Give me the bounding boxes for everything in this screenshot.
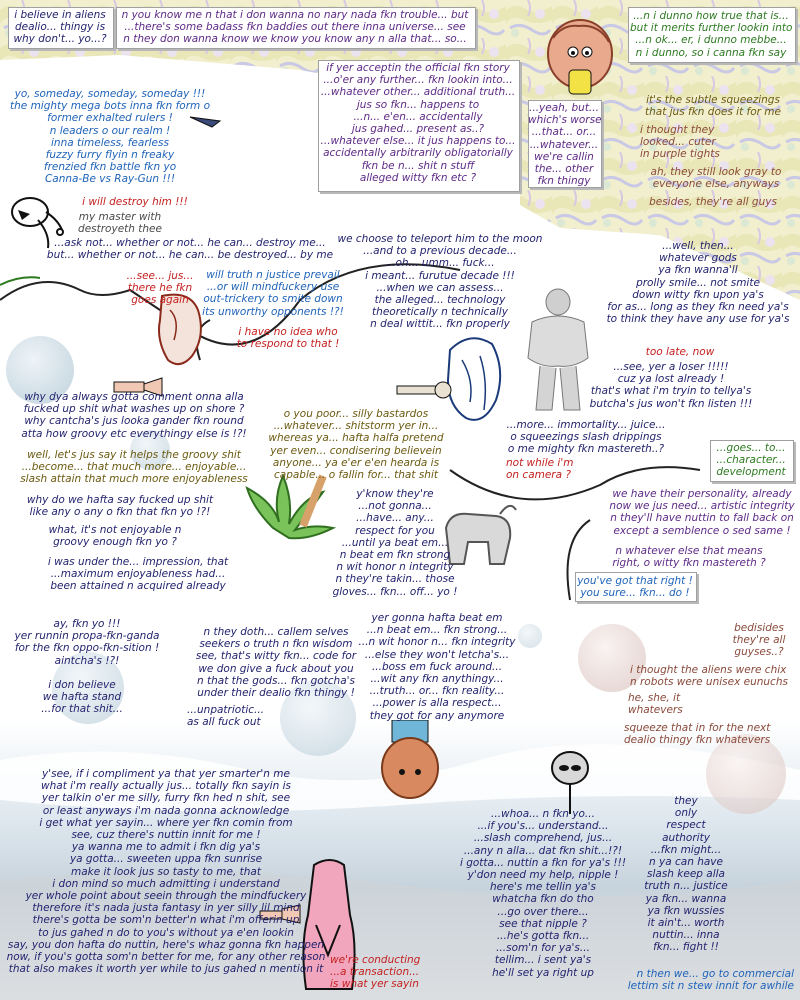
dialogue-compliment: y'see, if i compliment ya that yer smarter'n me what i'm really actually jus... totally fkn sayin is yer talkin o'er me silly, furry fkn hed n shit, see or least anyways i'm nada gonna acknowledge i get what yer sayin... where yer fkn comin from see, cuz there's nuttin innit for me ! ya wanna me to admit i fkn dig ya's ya gotta... sweeten uppa fkn sunrise make it look jus so tasty to me, that i don mind so much admitting i understand yer whole point about seein through the mindfuckery therefore it's nada justa fantasy in yer silly lil mind there's gotta be som'n better'n what i'm offerin up to jus gahed n do to you's without ya e'en lookin say, you don hafta do nuttin, here's whaz gonna fkn happen now, if you's gotta som'n better for me, for any other reason that also makes it worth yer while to jus gahed n mention it bbox=[6, 768, 326, 976]
dialogue-aliens: i believe in aliens dealio... thingy is why don't... yo...? bbox=[13, 9, 107, 46]
dialogue-cuter: i thought they looked... cuter in purple tights bbox=[640, 124, 720, 161]
dialogue-seejus: ...see... jus... there he fkn goes again bbox=[126, 270, 194, 307]
dialogue-wellthen: ...well, then... whatever gods ya fkn wanna'll prolly smile... not smite down witty fkn upon ya's for as... long as they fkn need ya's to think they have any use for ya's bbox=[606, 240, 790, 326]
dialogue-gotthat: you've got that right ! you sure... fkn... do ! bbox=[577, 575, 693, 600]
dialogue-aypropa: ay, fkn yo !!! yer runnin propa-fkn-ganda for the fkn oppo-fkn-sition ! aintcha's !?! bbox=[14, 618, 160, 667]
dialogue-bedisides: bedisides they're all guyses..? bbox=[732, 622, 786, 659]
dialogue-theyonly: they only respect authority ...fkn might... n ya can have slash keep alla truth n... justice ya fkn... wanna ya fkn wussies it ain't... worth nuttin... inna fkn... fight !! bbox=[644, 795, 728, 954]
dialogue-unpatriotic: ...unpatriotic... as all fuck out bbox=[187, 704, 265, 729]
dialogue-groovy: well, let's jus say it helps the groovy shit ...become... that much more... enjoyable... slash attain that much more enjoyableness bbox=[20, 449, 248, 486]
dialogue-enjoyable: what, it's not enjoyable n groovy enough fkn yo ? bbox=[48, 524, 182, 549]
upside-down-hairy-head-icon bbox=[378, 720, 442, 800]
dialogue-official: if yer acceptin the official fkn story ...o'er any further... fkn lookin into... ...whatever other... additional truth... jus so fkn... happens to ...n... e'en... accidentally jus gahed... present as..? ...whatever else... it jus happens to... accidentally arbitrarily obligatorially fkn be n... shit n stuff alleged witty fkn etc ? bbox=[320, 62, 516, 184]
dialogue-squeeze: squeeze that in for the next dealio thingy fkn whatevers bbox=[624, 722, 771, 747]
dialogue-master: my master with destroyeth thee bbox=[78, 211, 162, 236]
dialogue-subtle: it's the subtle squeezings that jus fkn does it for me bbox=[644, 94, 781, 119]
dialogue-someday: yo, someday, someday, someday !!! the mighty mega bots inna fkn form o former exhalted rulers ! n leaders o our realm ! inna timeless, fearless fuzzy furry flyin n freaky frenzied fkn battle fkn yo Canna-Be vs Ray-Gun !!! bbox=[10, 88, 211, 186]
dialogue-gray: ah, they still look gray to everyone else, anyways bbox=[650, 166, 782, 191]
dialogue-personality: we have their personality, already now we jus need... artistic integrity n they'll have nuttin to fall back on except a semblence o sed same ! bbox=[609, 488, 795, 537]
dialogue-allguys: besides, they're all guys bbox=[649, 196, 777, 208]
dialogue-loser: ...see, yer a loser !!!!! cuz ya lost already ! that's what i'm tryin to tellya's butcha's jus won't fkn listen !!! bbox=[589, 361, 753, 410]
dialogue-heshe: he, she, it whatevers bbox=[628, 692, 683, 717]
dialogue-poor: o you poor... silly bastardos ...whatever... shitstorm yer in... whereas ya... hafta halfa pretend yer even... condisering believein anyone... ya e'er e'en hearda is capable... o fallin for... that shit bbox=[268, 408, 444, 482]
dialogue-dunno: ...n i dunno how true that is... but it merits further lookin into ...n ok... er, i dunno mebbe... n i dunno, so i canna fkn say bbox=[630, 10, 793, 59]
dialogue-toolate: too late, now bbox=[645, 346, 715, 358]
dialogue-teleport: we choose to teleport him to the moon ...and to a previous decade... ...oh... umm... fuck... i meant... furutue decade !!! ...when we can assess... the alleged... technology theoretically n technically n deal wittit... fkn properly bbox=[337, 233, 543, 331]
dialogue-noidea: i have no idea who to respond to that ! bbox=[236, 326, 340, 351]
dialogue-askwhether: ...ask not... whether or not... he can... destroy me... but... whether or not... he can... be destroyed... by me bbox=[46, 237, 334, 262]
dialogue-yeahbut: ...yeah, but... which's worse ...that... or... ...whatever... we're callin the... other fkn thingy bbox=[528, 102, 602, 188]
dialogue-destroy: i will destroy him !!! bbox=[82, 196, 188, 208]
dialogue-immortality: ...more... immortality... juice... o squeezings slash drippings o me mighty fkn mastereth..? bbox=[506, 419, 666, 456]
dialogue-chix: i thought the aliens were chix n robots were unisex eunuchs bbox=[630, 664, 788, 689]
dialogue-dont: i don believe we hafta stand ...for that shit... bbox=[41, 679, 123, 716]
dialogue-character: ...goes... to... ...character... development bbox=[716, 442, 786, 479]
dialogue-whydya: why dya always gotta comment onna alla fucked up shit what washes up on shore ? why cantcha's jus looka gander fkn round atta how groovy etc everythingy else is !?! bbox=[21, 391, 247, 440]
dialogue-willtruth: will truth n justice prevail ...or will mindfuckery use out-trickery to smite down its unworthy opponents !?! bbox=[202, 269, 344, 318]
dialogue-impression: i was under the... impression, that ...maximum enjoyableness had... been attained n acquired already bbox=[47, 556, 229, 593]
dialogue-camera: not while i'm on camera ? bbox=[506, 457, 574, 482]
dialogue-doth: n they doth... callem selves seekers o truth n fkn wisdom see, that's witty fkn... code for we don give a fuck about you n that the gods... fkn gotcha's under their dealio fkn thingy ! bbox=[195, 626, 357, 700]
dialogue-whateverelse: n whatever else that means right, o witty fkn mastereth ? bbox=[612, 545, 766, 570]
robot-arm-icon bbox=[395, 378, 455, 402]
dialogue-beatem: yer gonna hafta beat em ...n beat em... fkn strong... ...n wit honor n... fkn integrity ...else they won't letcha's... ...boss em fuck around... ...wit any fkn anythingy... ...truth... or... fkn reality... ...power is alla respect... they got for any anymore bbox=[358, 612, 516, 722]
dialogue-whydo: why do we hafta say fucked up shit like any o any o fkn that fkn yo !?! bbox=[26, 494, 214, 519]
hairy-creature-icon bbox=[543, 18, 617, 98]
dialogue-conducting: we're conducting ...a transaction... is what yer sayin bbox=[330, 954, 421, 991]
dialogue-whoa: ...whoa... n fkn yo... ...if you's... understand... ...slash comprehend, jus... ...any n alla... dat fkn shit...!?! i gotta... nuttin a fkn for ya's !!! y'don need my help, nipple ! here's me tellin ya's whatcha fkn do tho ...go over there... see that nipple ? ...he's gotta fkn... ...som'n for ya's... tellim... i sent ya's he'll set ya right up bbox=[459, 808, 627, 979]
dialogue-commercial: n then we... go to commercial lettim sit n stew innit for awhile bbox=[627, 968, 794, 993]
dialogue-theyre: y'know they're ...not gonna... ...have... any... respect for you ...until ya beat em... n beat em fkn strong n wit honor n integrity n they're takin... those gloves... fkn... off... yo ! bbox=[332, 488, 458, 598]
dialogue-nada: n you know me n that i don wanna no nary nada fkn trouble... but ...there's some badass fkn baddies out there inna universe... see n they don wanna know we know you know any n alla that... so... bbox=[121, 9, 469, 46]
